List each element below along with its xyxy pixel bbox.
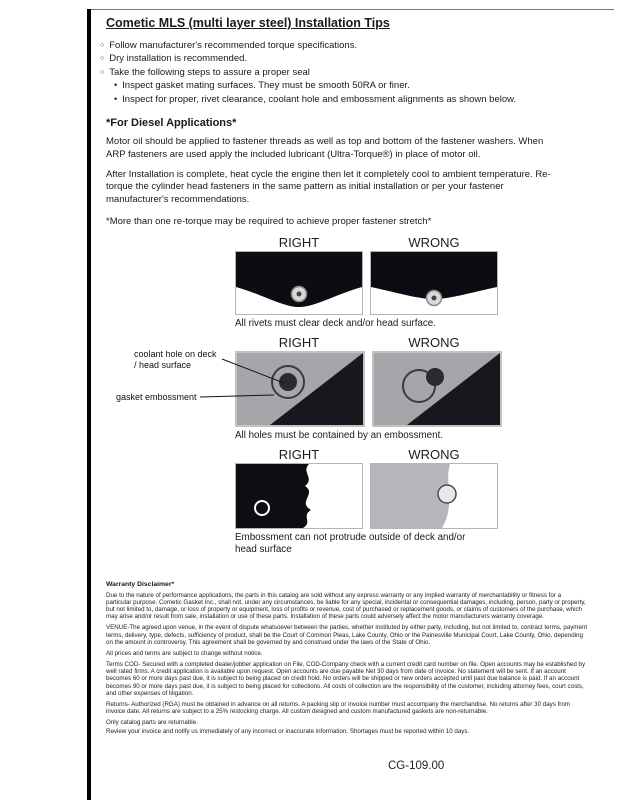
diagram-images: [235, 251, 592, 315]
diesel-paragraph-1: Motor oil should be applied to fastener threads as well as top and bottom of the fastener washers. When ARP fasteners are used apply the included lubricant (Ultra-Torque®) in place of motor oil.: [106, 136, 544, 160]
diesel-paragraph-2: After Installation is complete, heat cycle the engine then let it completely cool to ambient temperature. Re-torque the cylinder head fasteners in the same pattern as initial installation or per your fastener manufacturer's recommendations.: [106, 169, 551, 205]
warranty-paragraph: VENUE-The agreed upon venue, in the event of dispute whatsoever between the parties, whether instituted by either party, including, but not limited to, contract terms, payment terms, delivery, type, defects, sufficiency of product, shall be the Court of Common Pleas, Lake County, Ohio or the Painesville Municipal Court, Lake County, Ohio, depending on the amount in controversy. This agreement shall be governed by and construed under the laws of the State of Ohio.: [106, 624, 588, 646]
list-item: [100, 66, 592, 79]
embossment-right-image: [235, 351, 365, 427]
diagram-section: [106, 235, 592, 556]
warranty-paragraph: All prices and terms are subject to change without notice.: [106, 649, 263, 657]
diagram-headers: [235, 447, 592, 462]
right-label: RIGHT: [278, 235, 320, 251]
page-number: CG-109.00: [388, 760, 445, 772]
wrong-label: WRONG: [408, 335, 460, 351]
warranty-paragraph: Due to the nature of performance applications, the parts in this catalog are sold without any express warranty or any implied warranty of merchantability or fitness for a particular purpose. Cometic Gasket Inc., shall not, under any circumstances, be liable for any special, incidental or consequential damages, including, person, party or property, but not limited to, damage, or loss of property or equipment, loss of profits or revenue, cost of purchased or replacement goods, or claims of customers of the purchase, which may arise and/or result from sale, installation or use of these parts. Installation of these parts could adversely affect the motor manufacturers warranty coverage.: [106, 591, 586, 621]
tip-text: Dry installation is recommended.: [109, 53, 248, 65]
sub-list-item: [114, 79, 592, 92]
document-content: [100, 16, 592, 739]
diagram-headers: [235, 335, 592, 350]
diesel-applications-heading: *For Diesel Applications*: [106, 117, 237, 130]
sub-list-item: [114, 93, 592, 106]
coolant-hole-annotation: coolant hole on deck / head surface: [134, 349, 217, 370]
diagram-headers: [235, 235, 592, 250]
gasket-embossment-annotation: gasket embossment: [116, 392, 197, 403]
wrong-label: WRONG: [408, 447, 460, 463]
diagram-row-rivets: [106, 235, 592, 329]
warranty-disclaimer-section: [106, 581, 588, 735]
rivet-right-image: [235, 251, 363, 315]
diagram-images: [235, 351, 592, 427]
wrong-label: WRONG: [408, 235, 460, 251]
embossment-wrong-image: [372, 351, 502, 427]
diagram-row-embossment: [106, 335, 592, 441]
diagram-images: [235, 463, 592, 529]
diagram-caption: All holes must be contained by an embossment.: [235, 430, 444, 442]
warranty-paragraph: Returns- Authorized (RGA) must be obtained in advance on all returns. A packing slip or invoice number must accompany the merchandise. No returns after 30 days from invoice date. All returns are subject to a 25% restocking charge. All custom designed and custom manufactured gaskets are non-returnable.: [106, 701, 570, 716]
open-bullet-icon: ○: [100, 55, 105, 63]
retorque-note: *More than one re-torque may be required to achieve proper fastener stretch*: [106, 216, 432, 228]
page-title: Cometic MLS (multi layer steel) Installation Tips: [106, 16, 390, 30]
tip-text: Follow manufacturer's recommended torque specifications.: [109, 40, 358, 51]
list-item: [100, 52, 592, 65]
filled-bullet-icon: •: [114, 80, 118, 91]
diagram-row-protrusion: [106, 447, 592, 556]
tip-text: Inspect for proper, rivet clearance, coolant hole and embossment alignments as shown below.: [122, 93, 517, 105]
tip-text: Take the following steps to assure a proper seal: [109, 66, 310, 78]
diagram-caption: All rivets must clear deck and/or head surface.: [235, 318, 436, 330]
right-label: RIGHT: [278, 447, 320, 463]
list-item: [100, 39, 592, 52]
filled-bullet-icon: •: [114, 93, 118, 104]
page-left-border: [87, 9, 91, 800]
protrusion-wrong-image: [370, 463, 498, 529]
warranty-paragraph: Only catalog parts are returnable.: [106, 719, 198, 727]
open-bullet-icon: ○: [100, 42, 105, 49]
right-label: RIGHT: [278, 335, 320, 351]
installation-tips-list: [100, 39, 592, 106]
diagram-caption: Embossment can not protrude outside of deck and/or head surface: [235, 532, 466, 556]
warranty-paragraph: Terms COD- Secured with a completed dealer/jobber application on File, COD-Company check with a current credit card number on file. Open accounts may be established by well rated firms. A credit application is available upon request. Open accounts are due payable Net 30 days from date of invoice. No statement will be sent. If an account becomes 60 or more days past due, it is subject to being placed on credit hold. No orders will be shipped or new orders accepted until past due balance is paid. If an account becomes 90 or more days past due, it is subject to being placed for collections. All costs of collection are the responsibility of the customer, including attorney fees, court costs, and other expenses of litigation.: [106, 661, 586, 697]
protrusion-right-image: [235, 463, 363, 529]
warranty-heading: Warranty Disclaimer*: [106, 580, 175, 588]
page-top-border: [87, 9, 614, 10]
warranty-paragraph: Review your invoice and notify us immediately of any incorrect or inaccurate information. Shortages must be reported within 10 days.: [106, 727, 470, 735]
open-bullet-icon: ○: [100, 68, 105, 76]
rivet-wrong-image: [370, 251, 498, 315]
tip-text: Inspect gasket mating surfaces. They must be smooth 50RA or finer.: [122, 80, 410, 92]
